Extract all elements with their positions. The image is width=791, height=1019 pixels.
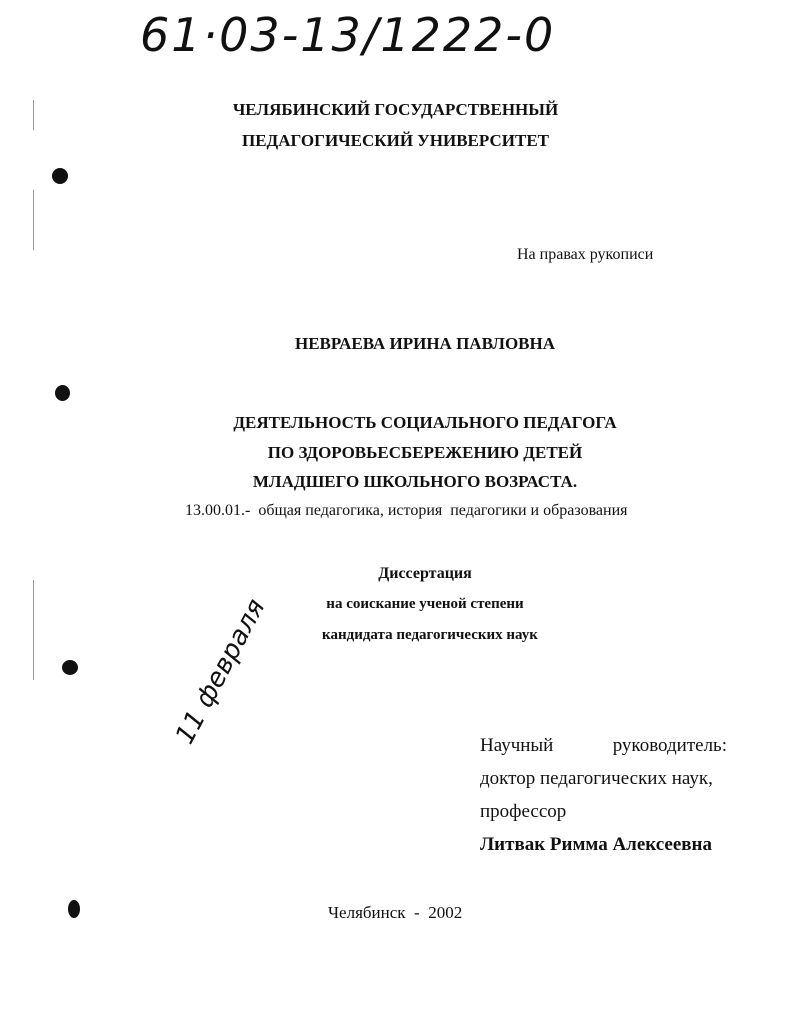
supervisor-label-left: Научный bbox=[480, 735, 554, 756]
supervisor-label-right: руководитель: bbox=[612, 735, 727, 756]
supervisor-rank: профессор bbox=[480, 801, 567, 822]
rights-note: На правах рукописи bbox=[517, 246, 654, 263]
city-year: Челябинск - 2002 bbox=[328, 903, 463, 922]
supervisor-name: Литвак Римма Алексеевна bbox=[480, 834, 712, 855]
title-line-2: ПО ЗДОРОВЬЕСБЕРЕЖЕНИЮ ДЕТЕЙ bbox=[267, 443, 583, 462]
institution-line-1: ЧЕЛЯБИНСКИЙ ГОСУДАРСТВЕННЫЙ bbox=[232, 100, 559, 119]
author-name: НЕВРАЕВА ИРИНА ПАВЛОВНА bbox=[294, 334, 556, 353]
title-line-3: МЛАДШЕГО ШКОЛЬНОГО ВОЗРАСТА. bbox=[252, 472, 578, 491]
scan-edge-mark bbox=[33, 190, 34, 250]
title-line-1: ДЕЯТЕЛЬНОСТЬ СОЦИАЛЬНОГО ПЕДАГОГА bbox=[233, 413, 617, 432]
supervisor-degree: доктор педагогических наук, bbox=[480, 768, 713, 789]
binding-hole-mark bbox=[55, 385, 70, 401]
binding-hole-mark bbox=[52, 168, 68, 184]
handwritten-archive-code: 61·03-13/1222-0 bbox=[140, 8, 556, 62]
degree-line-1: на соискание ученой степени bbox=[326, 596, 524, 612]
specialty-code: 13.00.01.- общая педагогика, история педагогики и образования bbox=[185, 502, 628, 519]
degree-line-2: кандидата педагогических наук bbox=[322, 627, 538, 643]
institution-line-2: ПЕДАГОГИЧЕСКИЙ УНИВЕРСИТЕТ bbox=[241, 131, 549, 150]
binding-hole-mark bbox=[68, 900, 80, 918]
document-type: Диссертация bbox=[378, 565, 472, 582]
handwritten-date: 11 февраля bbox=[170, 594, 272, 750]
supervisor-label bbox=[480, 735, 727, 757]
binding-hole-mark bbox=[62, 660, 78, 675]
